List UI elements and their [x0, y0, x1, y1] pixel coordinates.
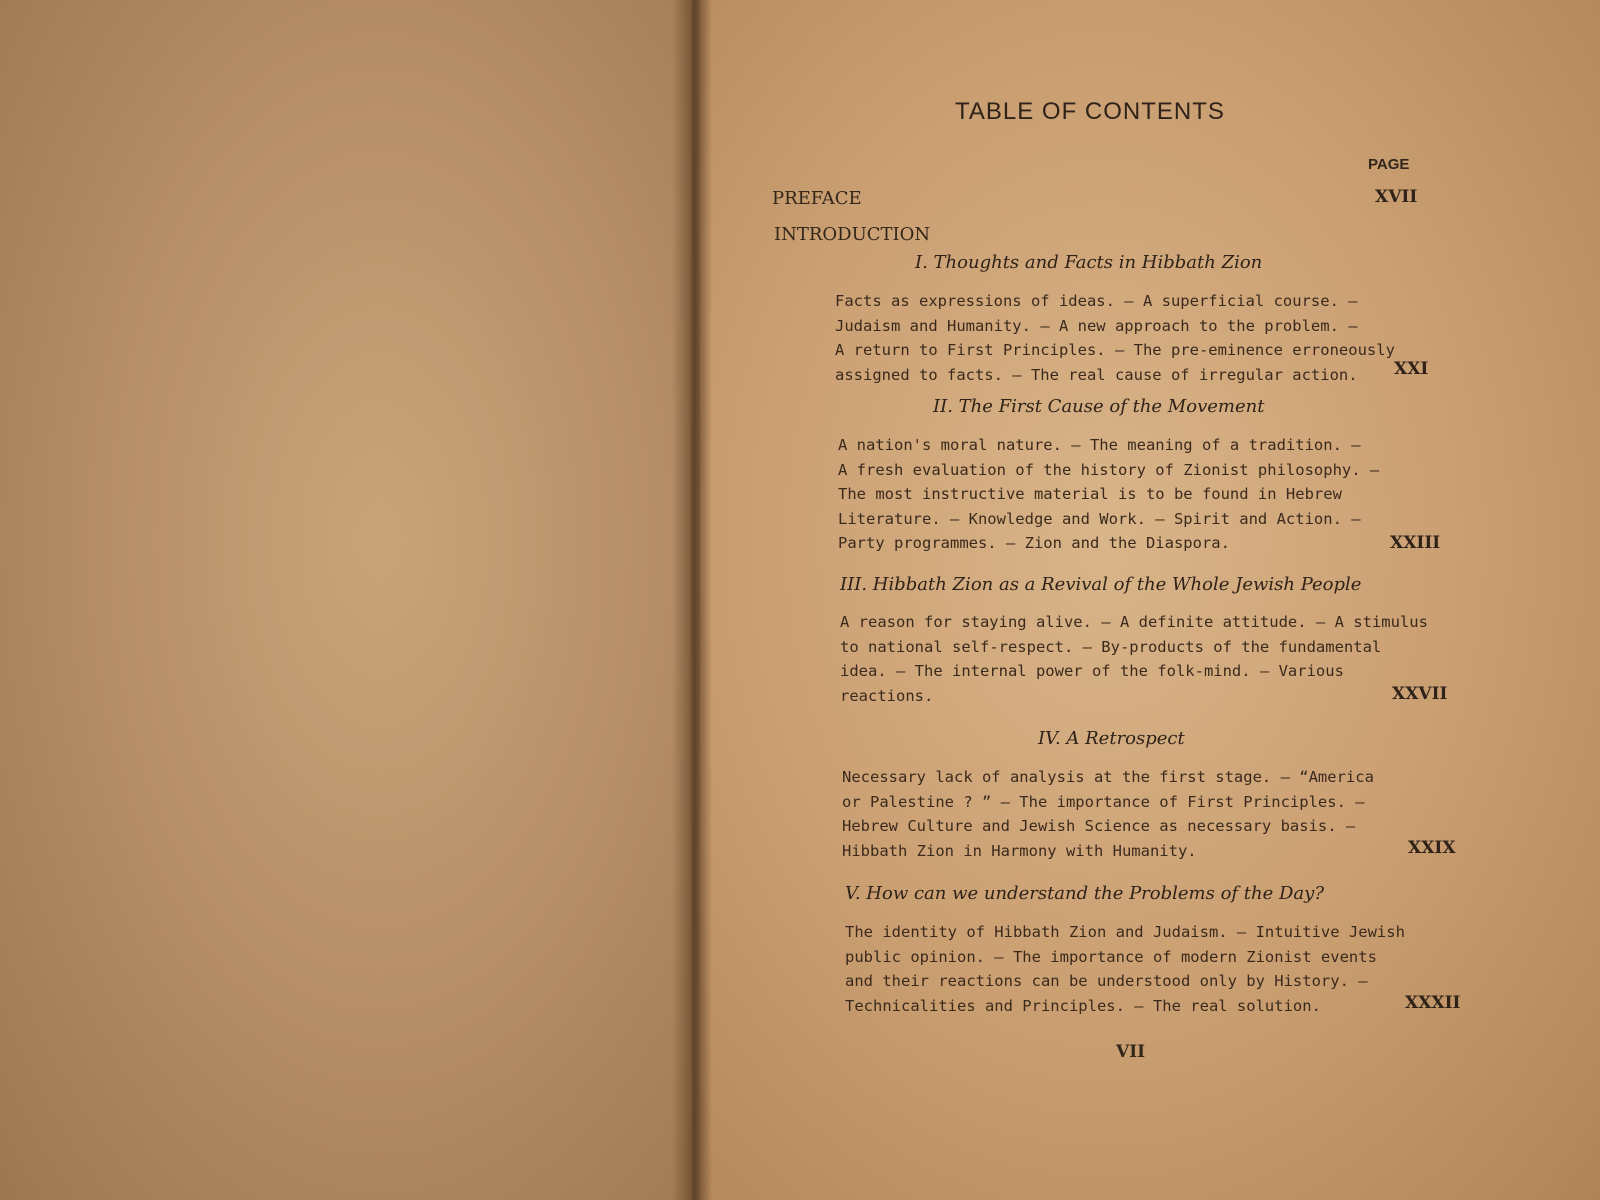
section-5-title: V. How can we understand the Problems of the Day? — [845, 883, 1324, 904]
introduction-entry: INTRODUCTION — [774, 224, 931, 245]
section-1-line: assigned to facts. — The real cause of irregular action. — [835, 365, 1358, 384]
section-4-title: IV. A Retrospect — [1038, 728, 1185, 749]
section-3-line: to national self-respect. — By-products of the fundamental — [840, 637, 1382, 656]
section-4-line: Hebrew Culture and Jewish Science as necessary basis. — — [842, 817, 1356, 835]
page-folio-number: VII — [1116, 1042, 1146, 1062]
section-5-description — [845, 920, 1405, 1018]
section-1-description — [835, 289, 1395, 387]
page-column-heading: PAGE — [1368, 156, 1410, 173]
section-3-page-number: XXVII — [1392, 684, 1448, 704]
left-blank-page — [0, 0, 690, 1200]
section-4-page-number: XXIX — [1408, 838, 1456, 858]
section-5-line: public opinion. — The importance of modern Zionist events — [845, 947, 1377, 966]
section-1-page-number: XXI — [1394, 359, 1429, 379]
section-5-line: Technicalities and Principles. — The real solution. — [845, 996, 1321, 1015]
section-3-description — [840, 610, 1428, 708]
section-1-title: I. Thoughts and Facts in Hibbath Zion — [915, 252, 1263, 273]
section-2-title: II. The First Cause of the Movement — [933, 396, 1265, 417]
section-1-line: A return to First Principles. — The pre-eminence erroneously — [835, 341, 1395, 359]
book-gutter — [672, 0, 712, 1200]
section-5-line: and their reactions can be understood only by History. — — [845, 972, 1368, 990]
section-1-line: Judaism and Humanity. — A new approach to the problem. — — [835, 316, 1358, 335]
section-1-line: Facts as expressions of ideas. — A superficial course. — — [835, 292, 1358, 310]
section-3-line: reactions. — [840, 686, 934, 705]
section-2-line: The most instructive material is to be found in Hebrew — [838, 485, 1342, 503]
page-title: TABLE OF CONTENTS — [955, 98, 1225, 125]
section-2-line: Literature. — Knowledge and Work. — Spirit and Action. — — [838, 509, 1361, 528]
section-2-line: A nation's moral nature. — The meaning of a tradition. — — [838, 436, 1361, 454]
section-2-page-number: XXIII — [1390, 533, 1441, 553]
section-5-page-number: XXXII — [1405, 993, 1461, 1013]
preface-page-number: XVII — [1375, 187, 1418, 207]
section-3-line: A reason for staying alive. — A definite attitude. — A stimulus — [840, 613, 1428, 631]
section-4-description — [842, 765, 1374, 863]
section-2-description — [838, 433, 1379, 556]
section-2-line: A fresh evaluation of the history of Zionist philosophy. — — [838, 460, 1380, 479]
section-3-title: III. Hibbath Zion as a Revival of the Whole Jewish People — [840, 574, 1362, 595]
section-4-line: Necessary lack of analysis at the first stage. — “America — [842, 768, 1374, 786]
section-5-line: The identity of Hibbath Zion and Judaism. — Intuitive Jewish — [845, 923, 1405, 941]
section-3-line: idea. — The internal power of the folk-mind. — Various — [840, 662, 1344, 680]
preface-entry: PREFACE — [772, 188, 862, 209]
section-4-line: or Palestine ? ” — The importance of First Principles. — — [842, 792, 1365, 811]
right-contents-page — [700, 0, 1600, 1200]
section-4-line: Hibbath Zion in Harmony with Humanity. — [842, 841, 1197, 860]
section-2-line: Party programmes. — Zion and the Diaspora. — [838, 534, 1230, 552]
